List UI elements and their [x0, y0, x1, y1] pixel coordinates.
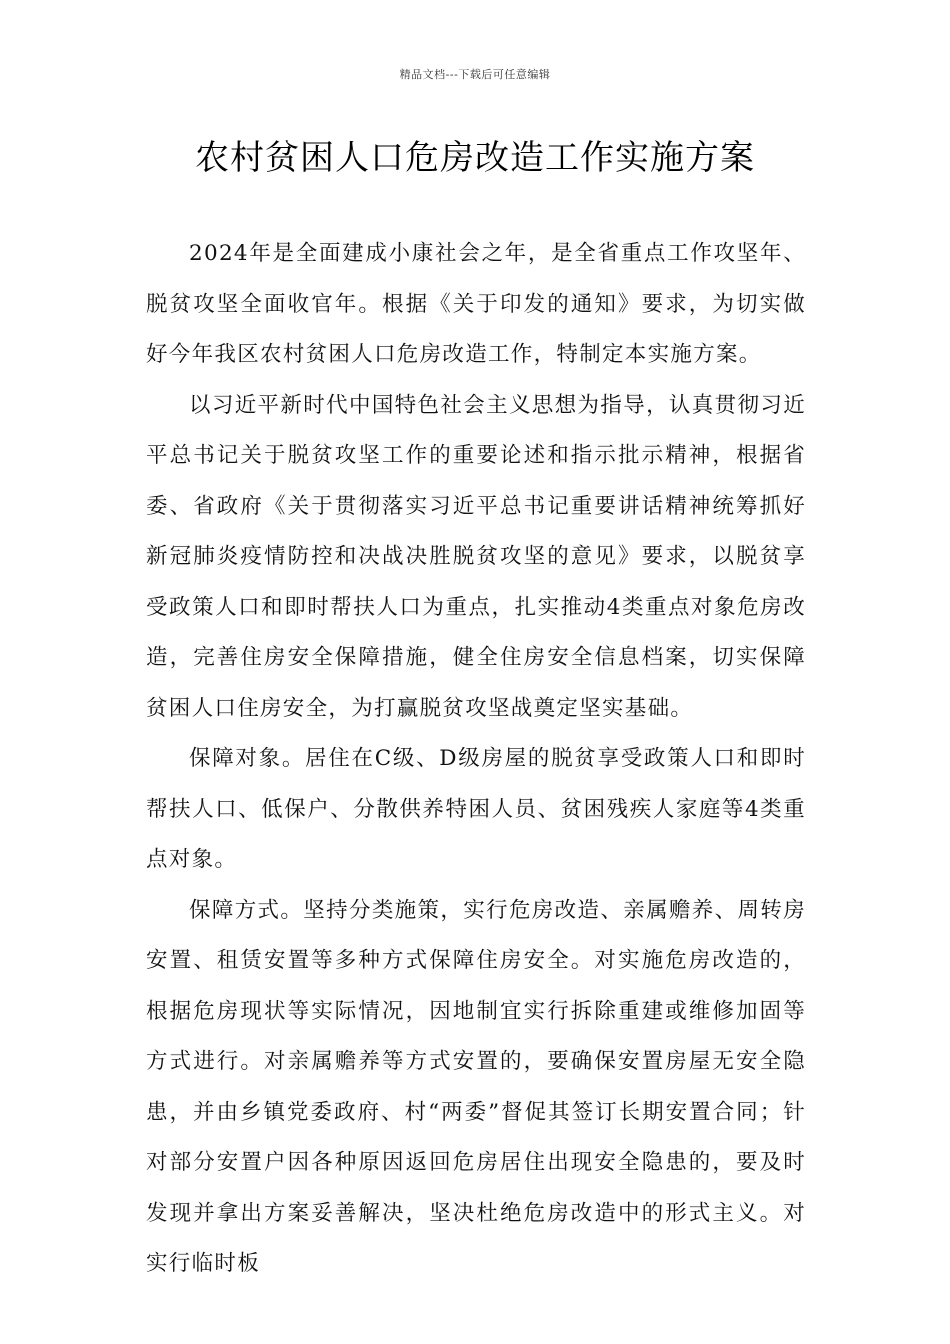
paragraph-intro: 2024年是全面建成小康社会之年，是全省重点工作攻坚年、脱贫攻坚全面收官年。根据《关于印发的通知》要求，为切实做好今年我区农村贫困人口危房改造工作，特制定本实施方案。 — [146, 241, 806, 367]
document-body — [146, 229, 806, 1290]
header-note: 精品文档---下载后可任意编辑 — [399, 68, 551, 81]
paragraph-guiding-principle: 以习近平新时代中国特色社会主义思想为指导，认真贯彻习近平总书记关于脱贫攻坚工作的重要论述和指示批示精神，根据省委、省政府《关于贯彻落实习近平总书记重要讲话精神统筹抓好新冠肺炎疫情防控和决战决胜脱贫攻坚的意见》要求，以脱贫享受政策人口和即时帮扶人口为重点，扎实推动4类重点对象危房改造，完善住房安全保障措施，健全住房安全信息档案，切实保障贫困人口住房安全，为打赢脱贫攻坚战奠定坚实基础。 — [146, 392, 806, 721]
document-title: 农村贫困人口危房改造工作实施方案 — [195, 138, 755, 178]
paragraph-target-groups: 保障对象。居住在C级、D级房屋的脱贫享受政策人口和即时帮扶人口、低保户、分散供养特困人员、贫困残疾人家庭等4类重点对象。 — [146, 746, 806, 872]
paragraph-support-methods: 保障方式。坚持分类施策，实行危房改造、亲属赡养、周转房安置、租赁安置等多种方式保障住房安全。对实施危房改造的，根据危房现状等实际情况，因地制宜实行拆除重建或维修加固等方式进行。对亲属赡养等方式安置的，要确保安置房屋无安全隐患，并由乡镇党委政府、村“两委”督促其签订长期安置合同；针对部分安置户因各种原因返回危房居住出现安全隐患的，要及时发现并拿出方案妥善解决，坚决杜绝危房改造中的形式主义。对实行临时板 — [146, 897, 806, 1276]
